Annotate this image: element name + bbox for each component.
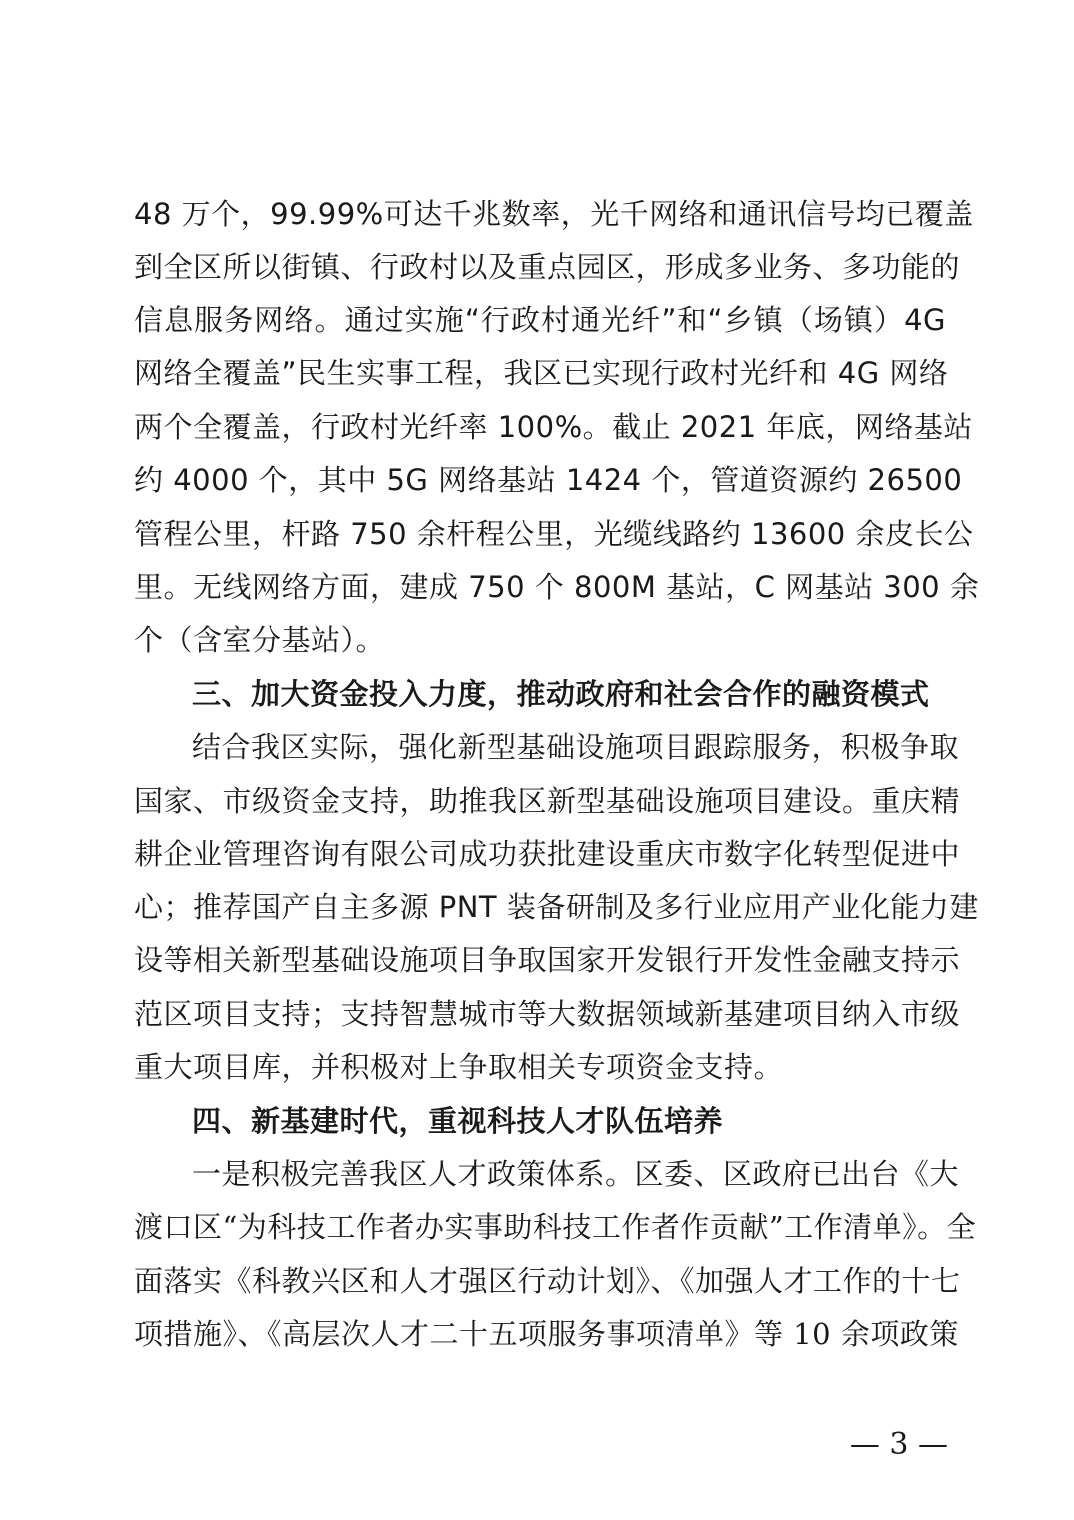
body-text-line: 心；推荐国产自主多源 PNT 装备研制及多行业应用产业化能力建 xyxy=(134,890,979,924)
body-text-line: 耕企业管理咨询有限公司成功获批建设重庆市数字化转型促进中 xyxy=(134,837,961,871)
body-text-line: 48 万个，99.99%可达千兆数率，光千网络和通讯信号均已覆盖 xyxy=(134,197,974,231)
body-text-line: 两个全覆盖，行政村光纤率 100%。截止 2021 年底，网络基站 xyxy=(134,410,973,444)
section-heading-3: 三、加大资金投入力度，推动政府和社会合作的融资模式 xyxy=(192,677,930,711)
body-text-line: 项措施》、《高层次人才二十五项服务事项清单》等 10 余项政策 xyxy=(134,1317,959,1351)
body-text-line: 信息服务网络。通过实施“行政村通光纤”和“乡镇（场镇）4G xyxy=(134,303,946,337)
body-text-line: 网络全覆盖”民生实事工程，我区已实现行政村光纤和 4G 网络 xyxy=(134,356,949,390)
body-text-line: 到全区所以街镇、行政村以及重点园区，形成多业务、多功能的 xyxy=(134,250,961,284)
body-text-line: 面落实《科教兴区和人才强区行动计划》、《加强人才工作的十七 xyxy=(134,1264,961,1298)
body-text-line: 约 4000 个，其中 5G 网络基站 1424 个，管道资源约 26500 xyxy=(134,463,963,497)
body-text-line: 一是积极完善我区人才政策体系。区委、区政府已出台《大 xyxy=(192,1157,960,1191)
body-text-line: 渡口区“为科技工作者办实事助科技工作者作贡献”工作清单》。全 xyxy=(134,1210,977,1244)
body-text-line: 设等相关新型基础设施项目争取国家开发银行开发性金融支持示 xyxy=(134,943,961,977)
section-heading-4: 四、新基建时代，重视科技人才队伍培养 xyxy=(192,1104,724,1138)
body-text-line: 范区项目支持；支持智慧城市等大数据领域新基建项目纳入市级 xyxy=(134,997,961,1031)
body-text-line: 重大项目库，并积极对上争取相关专项资金支持。 xyxy=(134,1050,784,1084)
body-text-line: 国家、市级资金支持，助推我区新型基础设施项目建设。重庆精 xyxy=(134,784,961,818)
page-number: — 3 — xyxy=(849,1427,948,1462)
body-text-line: 个（含室分基站）。 xyxy=(134,623,386,657)
body-text-line: 里。无线网络方面，建成 750 个 800M 基站，C 网基站 300 余 xyxy=(134,570,980,604)
body-text-line: 结合我区实际，强化新型基础设施项目跟踪服务，积极争取 xyxy=(192,730,960,764)
body-text-line: 管程公里，杆路 750 余杆程公里，光缆线路约 13600 余皮长公 xyxy=(134,517,974,551)
